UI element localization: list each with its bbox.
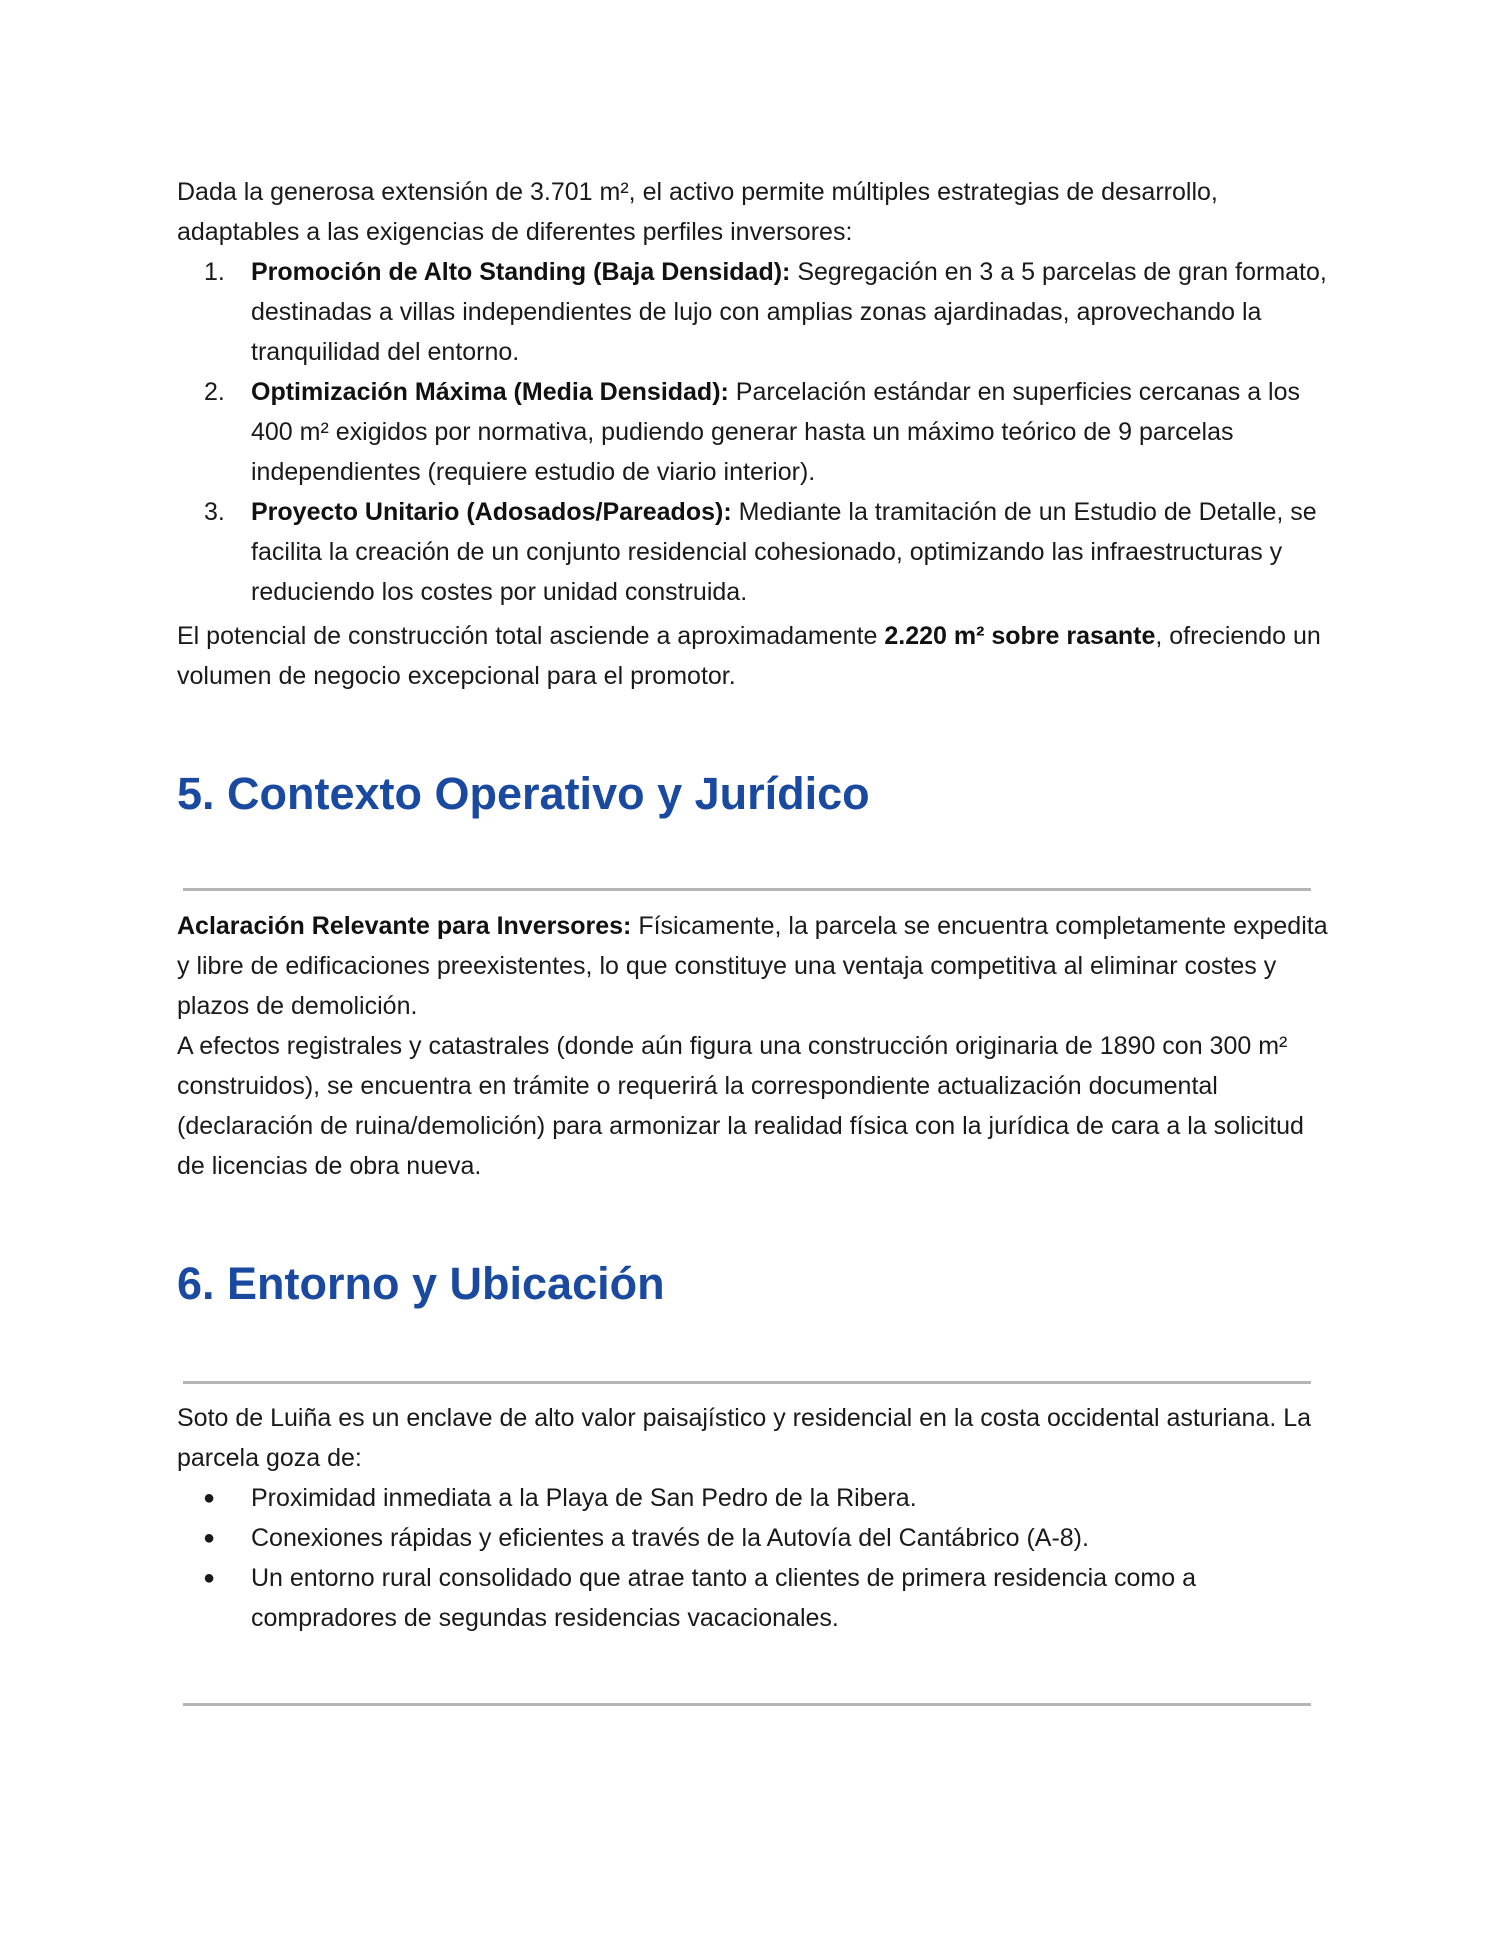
section-5-heading: 5. Contexto Operativo y Jurídico — [177, 768, 870, 819]
list-item — [177, 492, 1327, 612]
bullet-icon: ● — [203, 1567, 216, 1589]
section-divider — [183, 1703, 1311, 1706]
registry-paragraph: A efectos registrales y catastrales (donde aún figura una construcción originaria de 1890 con 300 m² construidos), se encuentra en trámite o requerirá la correspondiente actualización documental (declaración de ruina/demolición) para armonizar la realidad física con la jurídica de cara a la solicitud de licencias de obra nueva. — [177, 1032, 1304, 1180]
bullet-icon: ● — [203, 1487, 216, 1509]
section-divider — [183, 888, 1311, 891]
location-features-list — [177, 1478, 1327, 1638]
section-6-heading: 6. Entorno y Ubicación — [177, 1258, 665, 1309]
closing-text-before: El potencial de construcción total asciende a aproximadamente — [177, 622, 885, 650]
list-item-text: Conexiones rápidas y eficientes a través de la Autovía del Cantábrico (A-8). — [251, 1524, 1089, 1552]
list-item-text: Proximidad inmediata a la Playa de San Pedro de la Ribera. — [251, 1484, 917, 1512]
list-number: 2. — [204, 378, 225, 406]
list-item — [177, 1518, 1327, 1558]
strategy-title: Promoción de Alto Standing (Baja Densidad): — [251, 258, 791, 286]
closing-bold-value: 2.220 m² sobre rasante — [884, 622, 1156, 650]
list-number: 1. — [204, 258, 225, 286]
strategy-text: Mediante la tramitación de un Estudio de Detalle, se facilita la creación de un conjunto residencial cohesionado, optimizando las infraestructuras y reduciendo los costes por unidad construida. — [251, 498, 1317, 606]
construction-potential-paragraph — [177, 616, 1327, 696]
closing-text-after: , ofreciendo un volumen de negocio excepcional para el promotor. — [177, 622, 1321, 690]
list-item — [177, 372, 1327, 492]
clarification-paragraph — [177, 906, 1337, 1026]
bullet-icon: ● — [203, 1527, 216, 1549]
list-item-text: Un entorno rural consolidado que atrae tanto a clientes de primera residencia como a compradores de segundas residencias vacacionales. — [251, 1564, 1196, 1632]
strategy-text: Parcelación estándar en superficies cercanas a los 400 m² exigidos por normativa, pudiendo generar hasta un máximo teórico de 9 parcelas independientes (requiere estudio de viario interior). — [251, 378, 1301, 486]
clarification-label: Aclaración Relevante para Inversores: — [177, 912, 632, 940]
strategy-title: Optimización Máxima (Media Densidad): — [251, 378, 729, 406]
section-divider — [183, 1381, 1311, 1384]
strategy-text: Segregación en 3 a 5 parcelas de gran formato, destinadas a villas independientes de lujo con amplias zonas ajardinadas, aprovechando la tranquilidad del entorno. — [251, 258, 1327, 366]
list-number: 3. — [204, 498, 225, 526]
location-intro-paragraph: Soto de Luiña es un enclave de alto valor paisajístico y residencial en la costa occidental asturiana. La parcela goza de: — [177, 1404, 1312, 1472]
list-item — [177, 252, 1327, 372]
list-item — [177, 1558, 1327, 1638]
strategy-title: Proyecto Unitario (Adosados/Pareados): — [251, 498, 732, 526]
intro-paragraph: Dada la generosa extensión de 3.701 m², el activo permite múltiples estrategias de desarrollo, adaptables a las exigencias de diferentes perfiles inversores: — [177, 178, 1218, 246]
list-item — [177, 1478, 1327, 1518]
development-strategies-list — [177, 252, 1327, 612]
clarification-text: Físicamente, la parcela se encuentra completamente expedita y libre de edificaciones preexistentes, lo que constituye una ventaja competitiva al eliminar costes y plazos de demolición. — [177, 912, 1328, 1020]
